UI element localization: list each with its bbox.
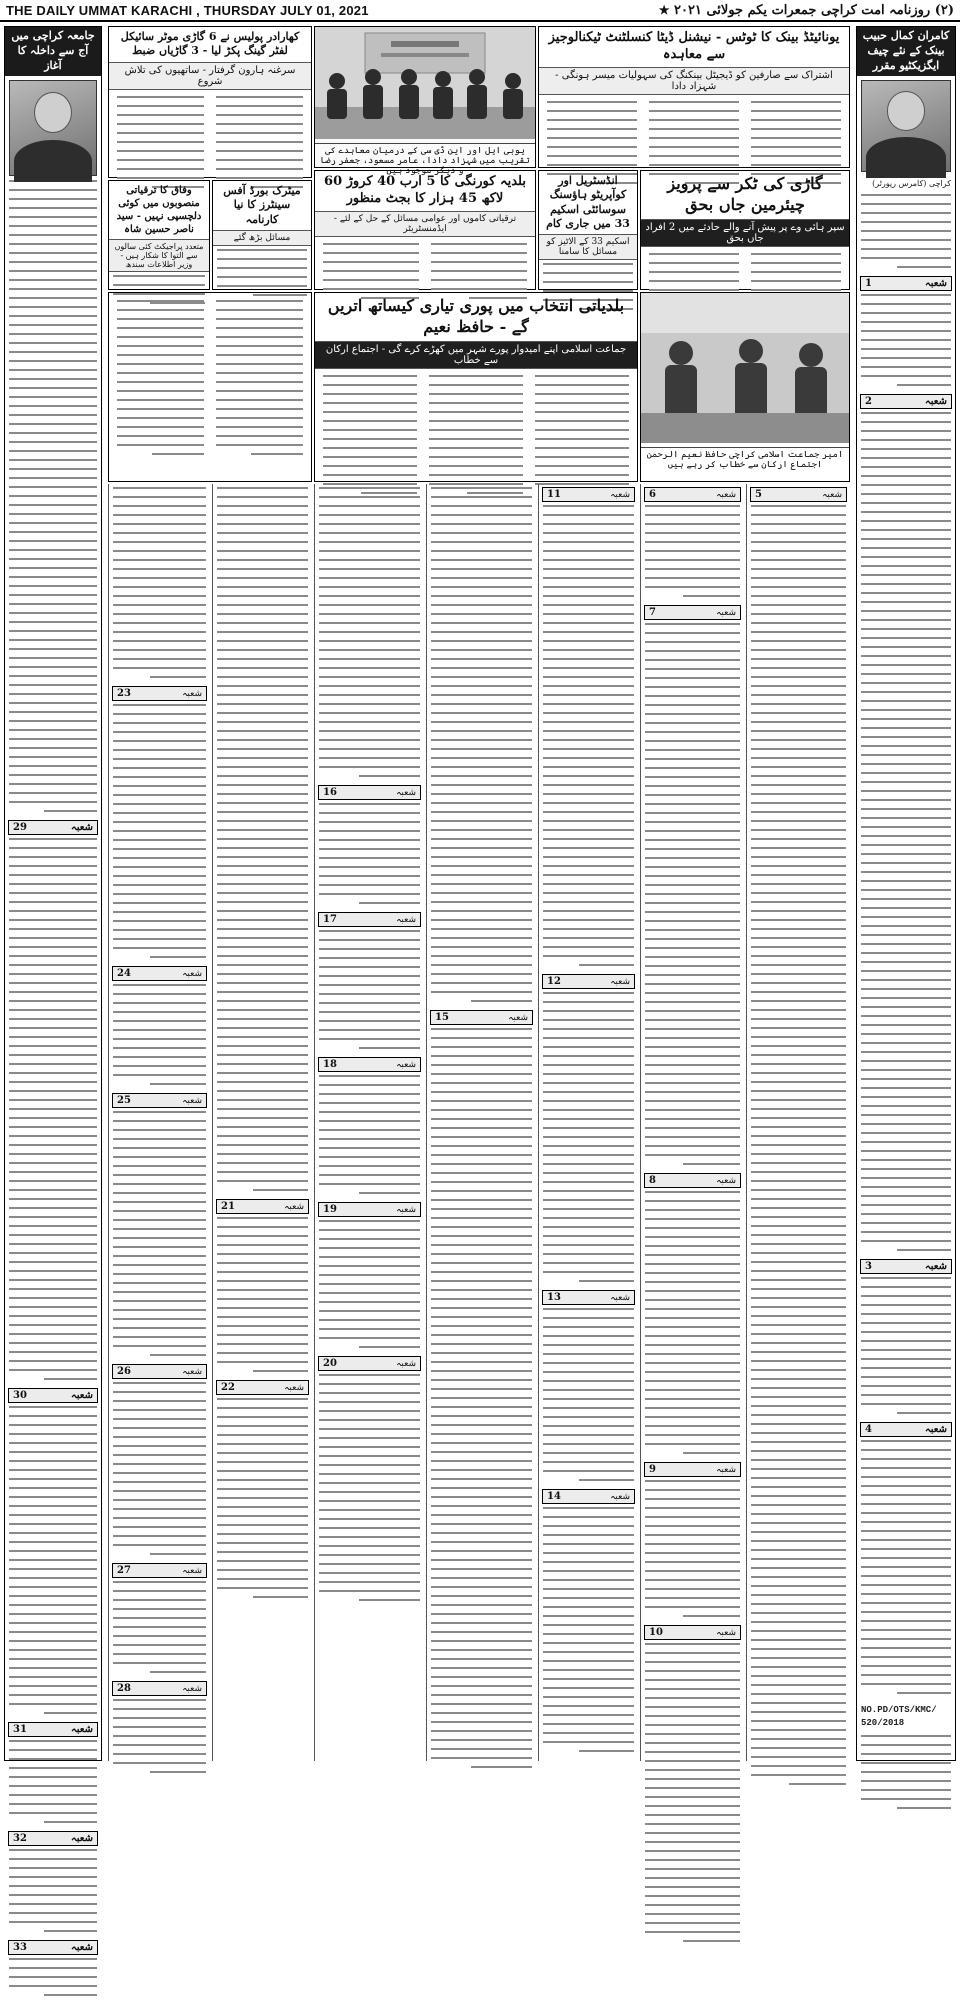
budget-dek: ترقیاتی کاموں اور عوامی مسائل کے حل کے لئے - ایڈمنسٹریٹر [315,211,535,237]
left-sidebar [4,26,102,1953]
right-sidebar-byline: کراچی (کامرس رپورٹر) [872,178,951,188]
sindh-headline: وفاق کا ترقیاتی منصوبوں میں کوئی دلچسپی نہیں - سید ناصر حسین شاہ [116,185,202,235]
accident-story [640,170,850,290]
kmc-code: NO.PD/OTS/KMC/ 520/2018 [861,1705,937,1729]
notice-header: شعبہ 1 [860,276,952,291]
accident-headline: گاڑی کی ٹکر سے پرویز چیئرمین جاں بحق [667,174,823,214]
ubl-story [538,26,850,168]
housing-story [538,170,638,290]
notice-header: شعبہ 32 [8,1831,98,1846]
ubl-dek: اشتراک سے صارفین کو ڈیجیٹل بینکنگ کی سہولیات میسر ہونگی - شہزاد دادا [539,67,849,95]
star-icon: ★ [658,2,670,17]
masthead-urdu [653,3,954,18]
notice-header: شعبہ 31 [8,1722,98,1737]
notice-column-6: شعبہ 21 شعبہ 22 [212,484,312,1761]
right-sidebar-headline: کامران کمال حبیب بینک کے نئے چیف ایگزیکٹیو مقرر [857,27,955,76]
ceremony-photo [315,27,535,139]
notice-column-1: شعبہ 5 [746,484,850,1761]
election-headline: بلدیاتی انتخاب میں پوری تیاری کیساتھ اتریں گے - حافظ نعیم [327,296,625,336]
ceremony-photo-box [314,26,536,176]
notice-column-4: شعبہ 15 [426,484,536,1761]
portrait-photo [861,80,951,172]
board-dek: مسائل بڑھ گئے [213,230,311,246]
sindh-dek: متعدد پراجیکٹ کئی سالوں سے التوا کا شکار ہیں - وزیر اطلاعات سندھ [109,239,209,272]
sindh-story [108,180,210,290]
theft-story [108,26,312,178]
housing-headline: انڈسٹریل اور کوآپریٹو ہاؤسنگ سوسائٹی اسکیم 33 میں جاری کام [546,174,630,230]
notice-header: شعبہ 29 [8,820,98,835]
masthead [0,0,960,22]
ceremony-caption: یوبی ایل اور این ڈی سی کے درمیان معاہدے کی تقریب میں شہزاد دادا، عامر مسعود، جعفر رضا و دیگر موجود ہیں [315,143,535,178]
notice-header: شعبہ 4 [860,1422,952,1437]
board-headline: میٹرک بورڈ آفس سینٹرز کا نیا کارنامہ [223,184,301,226]
notice-header: شعبہ 30 [8,1388,98,1403]
article-body [861,194,951,272]
student-photo [9,80,97,176]
masthead-english: THE DAILY UMMAT KARACHI , THURSDAY JULY 01, 2021 [6,2,369,18]
notice-column-7: شعبہ 23 شعبہ 24 شعبہ 25 شعبہ 26 شعبہ 27 شعبہ 28 [108,484,210,1761]
notice-header: شعبہ 2 [860,394,952,409]
theft-dek: سرغنہ ہارون گرفتار - ساتھیوں کی تلاش شروع [109,62,311,90]
housing-dek: اسکیم 33 کے الاٹیز کو مسائل کا سامنا [539,234,637,260]
notice-column-2: شعبہ 6 شعبہ 7 شعبہ 8 شعبہ 9 شعبہ 10 [640,484,744,1761]
budget-headline: بلدیہ کورنگی کا 5 ارب 40 کروڑ 60 لاکھ 45 ہزار کا بجٹ منظور [324,174,526,206]
ubl-headline: یونائیٹڈ بینک کا ٹوٹس - نیشنل ڈیٹا کنسلٹنٹ ٹیکنالوجیز سے معاہدہ [548,30,840,62]
election-photo [641,293,849,443]
theft-headline: کھارادر پولیس نے 6 گاڑی موٹر سائیکل لفٹر گینگ پکڑ لیا - 3 گاڑیاں ضبط [120,30,300,58]
board-story [212,180,312,290]
budget-story [314,170,536,290]
notice-header: شعبہ 3 [860,1259,952,1274]
right-sidebar [856,26,956,1761]
election-photo-box [640,292,850,482]
election-dek: جماعت اسلامی اپنے امیدوار پورے شہر میں کھڑے کرے گی - اجتماع ارکان سے خطاب [315,341,637,369]
left-sidebar-headline: جامعہ کراچی میں آج سے داخلہ کا آغاز [5,27,101,76]
accident-dek: سپر ہائی وے پر پیش آنے والے حادثے میں 2 افراد جاں بحق [641,219,849,247]
misc-story [108,292,312,482]
masthead-urdu-text: (۲) روزنامہ امت کراچی جمعرات یکم جولائی ۲۰۲۱ [673,2,954,18]
notice-header: شعبہ 33 [8,1940,98,1955]
notice-column-5: شعبہ 16 شعبہ 17 شعبہ 18 شعبہ 19 شعبہ 20 [314,484,424,1761]
notice-column-3: شعبہ 11 شعبہ 12 شعبہ 13 شعبہ 14 [538,484,638,1761]
election-caption: امیر جماعت اسلامی کراچی حافظ نعیم الرحمن اجتماع ارکان سے خطاب کر رہے ہیں [641,447,849,472]
election-story [314,292,638,482]
